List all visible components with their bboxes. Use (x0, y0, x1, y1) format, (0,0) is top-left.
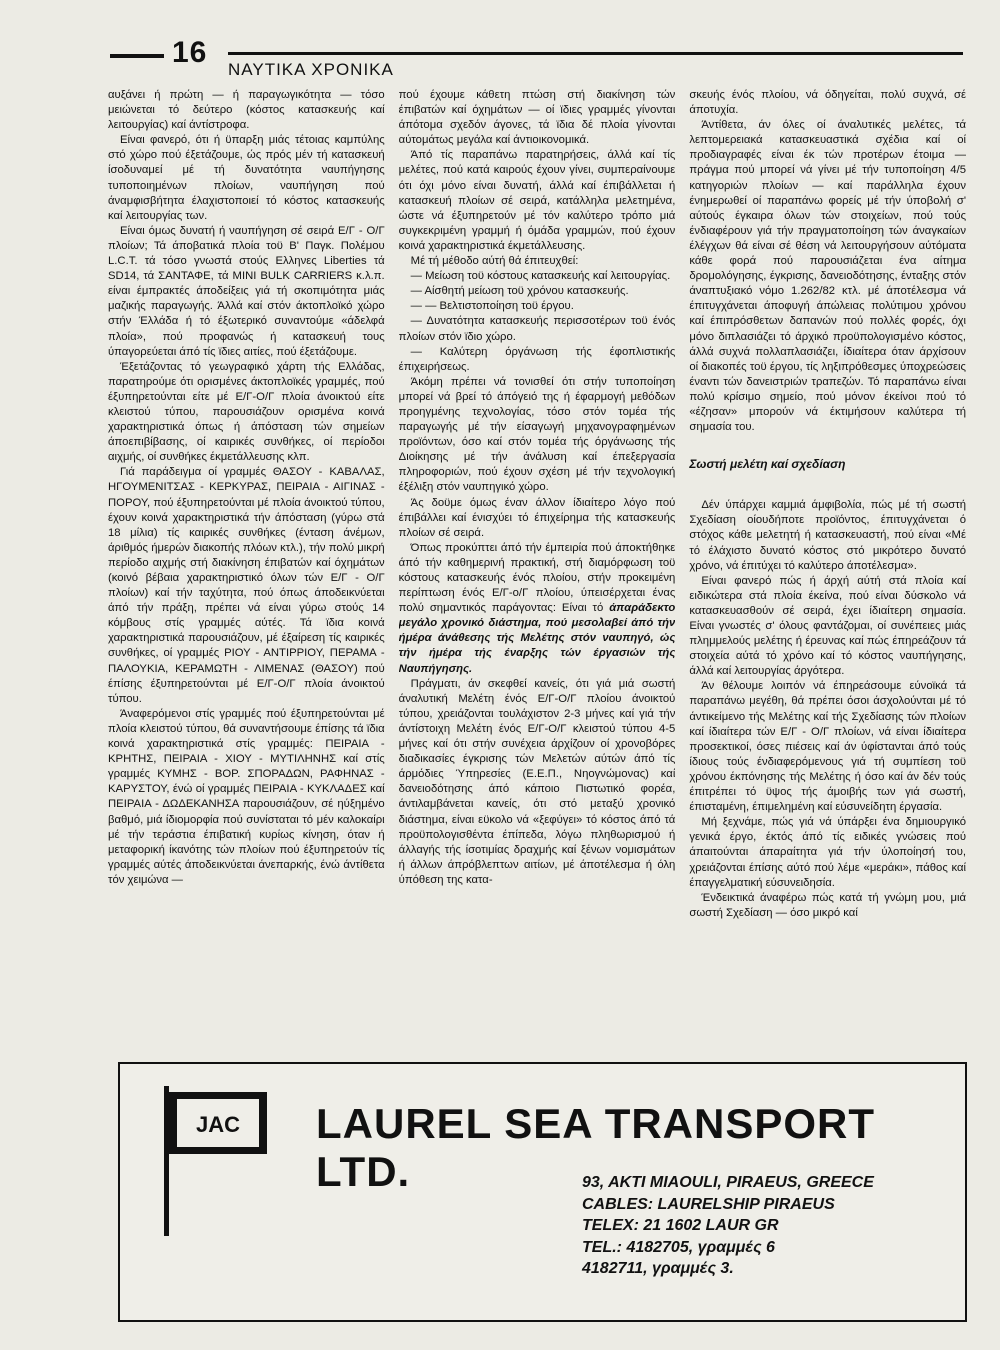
company-address (582, 1172, 874, 1280)
paragraph: αυξάνει ή πρώτη — ή παραγωγικότητα — τόσο μειώνεται τό δεύτερο (κόστος κατασκευής καί λειτουργίας) καί άντίστροφα. (108, 89, 385, 132)
paragraph: σκευής ένός πλοίου, νά όδηγείται, πολύ συχνά, σέ άποτυχία. (689, 89, 967, 117)
article-body (108, 88, 966, 1050)
paragraph-text: Όπως προκύπτει άπό τήν έμπειρία πού άποκτήθηκε άπό τήν καθημερινή πρακτική, στή διαμόρφωση τοϋ κόστους κατασκευής ένός πλοίου, στήν προκειμένη περίπτωση ένός Ε/Γ-ο/Γ πλοίου, ύπεισέρχεται ένας πολύ σημαντικός παράγοντας: Είναι τό (398, 541, 676, 615)
paragraph: Δέν ύπάρχει καμμιά άμφιβολία, πώς μέ τή σωστή Σχεδίαση οίουδήποτε προϊόντος, έπιτυγχάνεται ό στόχος κάθε μελετητή ή κατασκευαστή, πού είναι «Μέ τό έλάχιστο δυνατό κόστος στό μικρότερο δυνατό χρόνο, νά έπιτύχει τό καλύτερο άποτέλεσμα». (689, 499, 967, 572)
paragraph: Ένδεικτικά άναφέρω πώς κατά τή γνώμη μου, μιά σωστή Σχεδίαση — όσο μικρό καί (689, 891, 967, 919)
address-line: 93, AKTI MIAOULI, PIRAEUS, GREECE (582, 1174, 874, 1191)
header-rule-left (110, 54, 164, 58)
address-line: 4182711, γραμμές 3. (582, 1260, 734, 1277)
paragraph: Άκόμη πρέπει νά τονισθεί ότι στήν τυποποίηση μπορεί νά βρεί τό άπόγειό της ή έφαρμογή μεθόδων προηγμένης τεχνολογίας, τόσο στόν τομέα τής παραγωγής μέ τήν είσαγωγή μηχανογραφημένων προϊόντων, όσο καί στόν τομέα τής όργάνωσης τής Διοίκησης μέ τήν άνάλυση καί έπεξεργασία πληροφοριών, πού έχουν σχέση μέ τήν τεχνολογική έξέλιξη στόν ναυπηγικό χώρο. (398, 375, 676, 494)
paragraph (399, 541, 676, 677)
address-line: CABLES: LAURELSHIP PIRAEUS (582, 1195, 835, 1213)
advertisement (118, 1062, 967, 1322)
list-item: — Καλύτερη όργάνωση τής έφοπλιστικής έπιχειρήσεως. (398, 345, 676, 373)
page-number: 16 (172, 36, 208, 69)
paragraph: Άντίθετα, άν όλες οί άναλυτικές μελέτες, τά λεπτομερειακά κατασκευαστικά σχέδια καί οί προδιαγραφές είναι έκ τών προτέρων έτοιμα — πράγμα πού μπορεί νά γίνει μέ τήν τυποποίηση 4/5 κατηγοριών πλοίων — καί παράλληλα έχουν ένημερωθεί οί παραπάνω φορείς μέ τήν ύποβολή σ' αύτούς έγκαιρα όλων τών στοιχείων, πού τούς ένδιαφέρουν γιά τήν πραγματοποίηση τών άναγκαίων έλέγχων θά είναι σέ θέση νά λειτουργήσουν αύτόματα κάθε φορά πού παρουσιάζεται ένα αίτημα δρομολόγησης, έγκρισης, δανειοδότησης, ένταξης στόν άναπτυξιακό νόμο 1.262/82 κτλ. μέ άποτέλεσμα νά έπιτυγχάνεται άποφυγή άπώλειας πολύτιμου χρόνου καί έπιπρόσθετων δαπανών πού πολλές φορές, όχι μόνο διπλασιάζει τό άρχικό προϋπολογισμένο κόστος, άλλά συχνά πολλαπλασιάζει, ίδιαίτερα όταν άρχίσουν οί διακοπές τοϋ έργου, τίς ληξιπρόθεσμες ύποχρεώσεις έναντι τών δανειστριών τραπεζών. Τό παραπάνω είναι πολύ κρίσιμο σημείο, πού μόνον έκείνοι πού τό «έζησαν» μπορούν νά έκτιμήσουν καλύτερα τή σημασία του. (689, 119, 967, 434)
flag-text: JAC (195, 1112, 241, 1137)
header-rule-right (228, 52, 963, 55)
column-2 (399, 88, 676, 1050)
paragraph: Είναι φανερό πώς ή άρχή αύτή στά πλοία καί ειδικώτερα στά πλοία έκείνα, πού είναι δύσκολο νά κατασκευασθούν σέ σειρά, έχει ίδιαίτερη σημασία. Είναι γνωστές σ' όλους φαντάζομαι, οί συνέπειες μιάς πλημμελούς μελέτης ή έρευνας καί πώς έπηρεάζουν τά στοιχεία αύτά τό χρόνο καί τό κόστος ναυπήγησης, άλλά καί λειτουργίας άργότερα. (689, 574, 967, 678)
paragraph: Άπό τίς παραπάνω παρατηρήσεις, άλλά καί τίς μελέτες, πού κατά καιρούς έχουν γίνει, συμπεραίνουμε ότι όχι μόνο είναι δυνατή, άλλά καί έπιβάλλεται ή κατασκευή πλοίων σέ σειρά, κατάλληλα μελετημένα, ώστε νά έξυπηρετούν μέ τόν καλύτερο τρόπο μιά συγκεκριμένη γραμμή ή όμάδα γραμμών, πού έχουν κοινά χαρακτηριστικά έκμετάλλευσης. (398, 149, 676, 252)
paragraph: Γιά παράδειγμα οί γραμμές ΘΑΣΟΥ - ΚΑΒΑΛΑΣ, ΗΓΟΥΜΕΝΙΤΣΑΣ - ΚΕΡΚΥΡΑΣ, ΠΕΙΡΑΙΑ - ΑΙΓΙΝΑΣ - ΠΟΡΟΥ, πού έξυπηρετούνται μέ πλοία άνοικτού τύπου, έχουν κοινά χαρακτηριστικά τήν άπόσταση (γύρω στά 18 μίλια) τίς καιρικές συνθήκες (ένταση άνέμων, άριθμός ήμερών διακοπής πλόων κτλ.), τήν πολύ μικρή περίοδο αιχμής στή διακίνηση έπιβατών καί όχημάτων (κοινό βέβαια χαρακτηριστικό όλων τών Ε/Γ - Ο/Γ πλοίων) καί τήν ταχύτητα, πού όπως άποδεικνύεται άπό τήν πράξη, πρέπει νά είναι γύρω στούς 14 κόμβους στίς γραμμές αύτές. Τά ϊδια κοινά χαρακτηριστικά παρουσιάζουν, μέ έξαίρεση τίς καιρικές συνθήκες, οί γραμμές ΡΙΟΥ - ΑΝΤΙΡΡΙΟΥ, ΠΕΡΑΜΑ - ΠΑΛΟΥΚΙΑ, ΚΕΡΑΜΩΤΗ - ΛΙΜΕΝΑΣ (ΘΑΣΟΥ) πού έπίσης έξυπηρετούνται μέ Ε/Γ-Ο/Γ πλοία άνοικτού τύπου. (108, 466, 385, 705)
list-item: — Αίσθητή μείωση τοϋ χρόνου κατασκευής. (410, 285, 629, 298)
company-name: LAUREL SEA TRANSPORT LTD. (316, 1100, 876, 1195)
list-item: — Μείωση τοϋ κόστους κατασκευής καί λειτουργίας. (410, 270, 671, 283)
paragraph: Πράγματι, άν σκεφθεί κανείς, ότι γιά μιά σωστή άναλυτική Μελέτη ένός Ε/Γ-Ο/Γ πλοίου άνοικτού τύπου, χρειάζονται τουλάχιστον 2-3 μήνες καί γιά τήν άντίστοιχη Μελέτη ένός Ε/Γ-Ο/Γ κλειστού τύπου 4-5 μήνες καί ότι στήν συνέχεια άρχίζουν οί χρονοβόρες διαδικασίες έγκρισης τών Μελετών αύτών άπό τίς άρμόδιες Ύπηρεσίες (Ε.Ε.Π., Νηογνώμονας) καί δανειοδότησης άπό κάποιο Πιστωτικό φορέα, άντιλαμβάνεται κανείς, ότι στό μεταξύ χρονικό διάστημα, είναι εϋκολο νά «ξεφύγει» τό κόστος άπό τά προϋπολογισθέντα έπίπεδα, λόγω πληθωρισμού ή άλλαγής τής ίσοτιμίας δραχμής καί ξένων νομισμάτων ή άλλων άπρόβλεπτων αιτίων, μέ άποτέλεσμα ή όλη ύπόθεση της κατα- (398, 677, 676, 886)
list-item: — — Βελτιστοποίηση τοϋ έργου. (410, 300, 574, 313)
paragraph: Μή ξεχνάμε, πώς γιά νά ύπάρξει ένα δημιουργικό γενικά έργο, έκτός άπό τίς ειδικές γνώσεις πού άπαιτούνται άπαραίτητα γιά τήν ύλοποίησή του, χρειάζονται έπίσης αύτό πού λέμε «μεράκι», πάθος καί έπαγγελματική εύσυνειδησία. (689, 816, 967, 889)
emphasis-text: άπαράδεκτο μεγάλο χρονικό διάστημα, πού μεσολαβεί άπό τήν ήμέρα άνάθεσης τής Μελέτης στόν ναυπηγό, ώς τήν ήμέρα τής έναρξης τών έργασιών τής Ναυπήγησης. (398, 602, 676, 675)
paragraph: πού έχουμε κάθετη πτώση στή διακίνηση τών έπιβατών καί όχημάτων — οί ϊδιες γραμμές γίνονται άπότομα σχεδόν άγονες, τά ϊδια δέ πλοία γίνονται αύτομάτως μεγάλα καί άντιοικονομικά. (398, 89, 676, 147)
section-heading: Σωστή μελέτη καί σχεδίαση (689, 457, 846, 472)
paragraph: Μέ τή μέθοδο αύτή θά έπιτευχθεί: (410, 255, 579, 268)
paragraph: Άν θέλουμε λοιπόν νά έπηρεάσουμε εύνοϊκά τά παραπάνω μεγέθη, θά πρέπει όσοι άσχολούνται μέ τό άντικείμενο τής Μελέτης καί τής Σχεδίασης τών πλοίων καί ίδιαίτερα τών Ε/Γ - Ο/Γ πλοίων, νά είναι ίδιαίτερα προσεκτικοί, όσες πιέσεις καί άν ύφίστανται άπό τούς ίδιους τούς ένδιαφερόμενους γιά τή συμπίεση τοϋ χρόνου έκπόνησης τής Μελέτης ή όσο καί άν δέν τούς έπιτρέπει τό ϋψος τής άμοιβής των γιά σωστή, έπισταμένη, έπιμελημένη καί εύσυνείδητη έργασία. (689, 680, 967, 814)
list-item: — Δυνατότητα κατασκευής περισσοτέρων τοϋ ένός πλοίων στόν ϊδιο χώρο. (398, 315, 676, 343)
jac-flag-logo (162, 1086, 272, 1236)
paragraph: Άς δοϋμε όμως έναν άλλον ίδιαίτερο λόγο πού έπιβάλλει καί ένισχύει τό έπιχείρημα τής κατασκευής πλοίων σέ σειρά. (398, 496, 676, 539)
paragraph: Έξετάζοντας τό γεωγραφικό χάρτη τής Ελλάδας, παρατηρούμε ότι ορισμένες άκτοπλοϊκές γραμμές, πού έξυπηρετούνται είτε μέ Ε/Γ-Ο/Γ πλοία άνοικτού είτε κλειστού τύπου, παρουσιάζουν ορισμένα κοινά χαρακτηριστικά όπως ή άπόσταση τών σημείων άποεπιβίβασης, οί καιρικές συνθήκες, οί περίοδοι αιχμής, οί συνθήκες έκμετάλλευσης κλπ. (108, 360, 385, 464)
paragraph: Είναι όμως δυνατή ή ναυπήγηση σέ σειρά Ε/Γ - Ο/Γ πλοίων; Τά άποβατικά πλοία τοϋ Β' Παγκ. Πολέμου L.C.T. τά τόσο γνωστά στούς Ελληνες Liberties τά SD14, τά ΣΑΝΤΑΦΕ, τά MINI BULK CARRIERS κ.λ.π. είναι έμπρακτές άποδείξεις γιά τή σκοπιμότητα μιάς μαζικής παραγωγής. Άλλά καί στόν άκτοπλοϊκό χώρο στήν Έλλάδα ή τό έξωτερικό συναντούμε «άδελφά πλοία», πού προφανώς ή κατασκευή τους ύπαγορεύεται άπό τίς ϊδιες αιτίες, πού έξετάζουμε. (108, 224, 385, 358)
address-line: TEL.: 4182705, γραμμές 6 (582, 1238, 775, 1256)
paragraph: Είναι φανερό, ότι ή ϋπαρξη μιάς τέτοιας καμπύλης στό χώρο πού έξετάζουμε, ώς πρός μέν τή κατασκευή ίσοδυναμεί μέ τή δυνατότητα ναυπήγησης τυποποιημένων πλοίων, ναυπήγηση πού άναμφισβήτητα έλαχιστοποιεί τό κόστος κατασκευής καί λειτουργίας των. (108, 134, 385, 222)
magazine-title: ΝΑΥΤΙΚΑ ΧΡΟΝΙΚΑ (228, 60, 394, 79)
paragraph: Άναφερόμενοι στίς γραμμές πού έξυπηρετούνται μέ πλοία κλειστού τύπου, θά συναντήσουμε έπίσης τά ϊδια κοινά χαρακτηριστικά στίς γραμμές: ΠΕΙΡΑΙΑ - ΚΡΗΤΗΣ, ΠΕΙΡΑΙΑ - ΧΙΟΥ - ΜΥΤΙΛΗΝΗΣ καί στίς γραμμές ΚΥΜΗΣ - ΒΟΡ. ΣΠΟΡΑΔΩΝ, ΡΑΦΗΝΑΣ - ΚΑΡΥΣΤΟΥ, ένώ οί γραμμές ΠΕΙΡΑΙΑ - ΚΥΚΛΑΔΕΣ καί ΠΕΙΡΑΙΑ - ΔΩΔΕΚΑΝΗΣΑ παρουσιάζουν, σέ ηύξημένο βαθμό, μιά ίδιομορφία πού συνίσταται τό μέν καλοκαίρι μέ τήν τεράστια έπιβατική κυρίως κίνηση, όταν ή μεταφορική ίκανότης τών πλοίων πού έξυπηρετούν τίς γραμμές αύτές άποδεικνύεται άνεπαρκής, ένώ άντίθετα τόν χειμώνα — (108, 707, 385, 886)
address-line: TELEX: 21 1602 LAUR GR (582, 1217, 779, 1234)
column-3 (689, 88, 966, 1050)
column-1 (108, 88, 385, 1050)
